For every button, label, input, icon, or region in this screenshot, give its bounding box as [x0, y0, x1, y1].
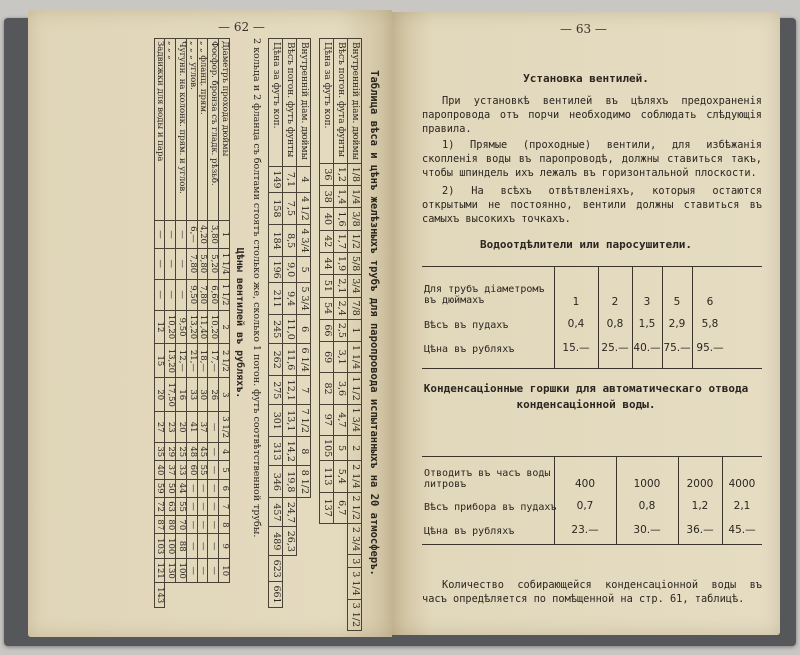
t1-cell: 2,4: [334, 297, 348, 319]
t3-cell: 4,20: [197, 221, 208, 249]
table-row: [165, 39, 176, 608]
left-page: [28, 10, 392, 637]
t3-cell: —: [197, 558, 208, 583]
separators-table-title: Водоотдѣлители или паросушители.: [480, 238, 692, 251]
t3-head-cell: 4: [219, 443, 230, 461]
separator-cell: 40.—: [633, 342, 661, 354]
t3-cell: 12: [154, 310, 165, 344]
t1-cell: 6,7: [334, 492, 348, 523]
t3-cell: 10,20: [165, 310, 176, 344]
t3-cell: 13,20: [186, 310, 197, 344]
t3-cell: —: [197, 497, 208, 515]
t3-cell: 55: [197, 461, 208, 479]
t2-cell: 24,7: [283, 498, 297, 527]
t3-cell: —: [186, 497, 197, 515]
t3-cell: 143: [154, 583, 165, 608]
traps-title-line1: Конденсаціонные горшки для автоматическаго отвода: [423, 382, 749, 395]
table-row: [197, 39, 208, 608]
valve-table-title: Цѣны вентилей въ рубляхъ.: [234, 247, 246, 399]
t3-cell: —: [197, 479, 208, 497]
t3-head-cell: 1: [219, 221, 230, 249]
t3-cell: 6,60: [208, 279, 219, 310]
t3-cell: 17,50: [165, 378, 176, 412]
t1-head-cell: 1 1/4: [348, 341, 362, 372]
table1-title: Таблица вѣса и цѣнъ желѣзныхъ трубъ для паропровода испытанныхъ на 20 атмосферъ.: [368, 70, 380, 576]
table-row: [320, 39, 334, 631]
t3-cell: „ „ „ углов.: [186, 39, 197, 221]
t1-cell: 97: [320, 404, 334, 435]
t2-cell: 457: [269, 498, 283, 527]
t1-head-cell: 2: [348, 436, 362, 461]
t1-cell: 38: [320, 186, 334, 208]
separator-cell: 1: [572, 296, 580, 308]
t3-cell: —: [208, 412, 219, 443]
t3-cell: Фосфор. бронза съ гладк. рѣзьб.: [208, 39, 219, 221]
t2-label-price: Цѣна въ рубляхъ: [424, 526, 515, 537]
t3-head-row: [219, 39, 230, 608]
t3-cell: 6,—: [186, 221, 197, 249]
t3-cell: 30: [197, 378, 208, 412]
condensate-footer-note: Количество собирающейся конденсаціонной воды въ часъ опредѣляется по помѣщенной на стр. 61, таблицѣ.: [422, 579, 762, 605]
t2-head-cell: 8 1/2: [297, 466, 311, 498]
t3-cell: 15: [154, 344, 165, 378]
t3-cell: 37: [165, 461, 176, 479]
t2-cell: 313: [269, 437, 283, 466]
t3-cell: 100: [176, 558, 187, 583]
t1-cell: 82: [320, 373, 334, 404]
t3-cell: 37: [197, 412, 208, 443]
t1-head-cell: 2 3/4: [348, 523, 362, 554]
t3-cell: —: [154, 248, 165, 279]
t1-cell: 66: [320, 319, 334, 341]
t3-head-cell: 10: [219, 558, 230, 583]
table-row: [283, 39, 297, 608]
t1-cell: 1,2: [334, 163, 348, 185]
t3-cell: 5,20: [208, 248, 219, 279]
separator-cell: 0,8: [606, 318, 624, 330]
t3-cell: Чугунн. на колонк. прям. и углов.: [176, 39, 187, 221]
t3-cell: —: [208, 443, 219, 461]
t3-cell: „ „ „: [165, 39, 176, 221]
t1-cell: 44: [320, 252, 334, 274]
t3-cell: —: [186, 534, 197, 559]
flange-note: 2 кольца и 2 фланца съ болтами стоятъ столько же, сколько 1 погон. футъ соотвѣтственной трубы.: [251, 38, 263, 538]
t1-head-cell: 3/4: [348, 275, 362, 297]
separator-cell: 75.—: [663, 342, 691, 354]
t3-cell: —: [208, 479, 219, 497]
t2-cell: 19,8: [283, 466, 297, 498]
t2-cell: 184: [269, 225, 283, 257]
trap-cell: 400: [574, 478, 596, 490]
t3-cell: —: [186, 516, 197, 534]
t3-cell: —: [197, 534, 208, 559]
t3-cell: —: [176, 248, 187, 279]
t3-cell: 70: [176, 516, 187, 534]
t3-cell: 40: [154, 461, 165, 479]
trap-cell: 2000: [686, 478, 714, 490]
t1-cell: 42: [320, 230, 334, 252]
t3-head-cell: 7: [219, 497, 230, 515]
page-number-right: — 63 —: [560, 22, 607, 36]
separator-cell: 2,9: [668, 318, 686, 330]
table-row: [186, 39, 197, 608]
t3-head-cell: 8: [219, 516, 230, 534]
t3-cell: —: [197, 516, 208, 534]
t3-cell: —: [154, 221, 165, 249]
t1-cell: 36: [320, 163, 334, 185]
t3-cell: 80: [165, 516, 176, 534]
t1-cell: 54: [320, 297, 334, 319]
t3-cell: 48: [186, 443, 197, 461]
t1-cell: 137: [320, 492, 334, 523]
t3-cell: 12,—: [176, 344, 187, 378]
t3-cell: 9,50: [176, 310, 187, 344]
t1-cell: Вѣсъ погон. фута фунты: [334, 39, 348, 164]
t2-head-cell: 5 3/4: [297, 283, 311, 315]
t2-head-cell: Внутренній діам. дюймы: [297, 39, 311, 167]
t3-cell: 10,20: [208, 310, 219, 344]
t2-head-cell: 6: [297, 315, 311, 344]
t1-label-price: Цѣна въ рубляхъ: [424, 344, 515, 355]
t1-cell: 40: [320, 208, 334, 230]
t2-cell: 211: [269, 283, 283, 315]
t1-cell: 1,4: [334, 186, 348, 208]
t2-cell: 8,5: [283, 225, 297, 257]
pipe-table-2: [268, 38, 311, 608]
t3-cell: 3,80: [208, 221, 219, 249]
t1-cell: 5,4: [334, 461, 348, 492]
t2-cell: 158: [269, 192, 283, 224]
t2-cell: 623: [269, 556, 283, 582]
t3-cell: 33: [186, 378, 197, 412]
trap-cell: 1000: [633, 478, 661, 490]
t3-head-cell: 1 1/2: [219, 279, 230, 310]
trap-cell: 0,7: [576, 500, 594, 512]
table1-top-rule: [422, 266, 762, 267]
table-row: [154, 39, 165, 608]
traps-title-line2: конденсаціонной воды.: [516, 398, 656, 411]
trap-cell: 1,2: [691, 500, 709, 512]
t1-cell: 1,7: [334, 230, 348, 252]
t2-cell: 196: [269, 257, 283, 283]
t3-cell: 17,—: [208, 344, 219, 378]
rule-1-paragraph: 1) Прямые (проходные) вентили, для избѣжанія скопленія воды въ паропроводѣ, должны ставиться такъ, чтобы шпиндель ихъ лежалъ въ горизонтальной плоскости.: [422, 139, 762, 179]
t3-head-cell: 1 1/4: [219, 248, 230, 279]
t2-cell: Цѣна за футъ коп.: [269, 39, 283, 167]
t3-head-cell: 5: [219, 461, 230, 479]
t2-cell: 12,1: [283, 376, 297, 405]
t2-cell: 661: [269, 582, 283, 608]
trap-cell: 45.—: [728, 524, 756, 536]
t3-cell: 29: [165, 443, 176, 461]
t2-head-cell: 5: [297, 257, 311, 283]
t2-cell: 275: [269, 376, 283, 405]
t2-cell: 9,4: [283, 283, 297, 315]
t2-cell: 26,3: [283, 527, 297, 556]
trap-cell: 23.—: [571, 524, 599, 536]
t3-cell: —: [208, 534, 219, 559]
t2-cell: 14,2: [283, 437, 297, 466]
pipe-table-1: [319, 38, 362, 631]
t1-cell: 4,7: [334, 404, 348, 435]
trap-cell: 4000: [728, 478, 756, 490]
t1-label-diam: Для трубъ діаметромъ въ дюймахъ: [424, 284, 545, 306]
t2-label-liters: Отводитъ въ часъ воды литровъ: [424, 468, 551, 490]
t2-cell: 245: [269, 315, 283, 344]
t3-cell: —: [208, 558, 219, 583]
t1-head-cell: 7/8: [348, 297, 362, 319]
t1-cell: 5: [334, 436, 348, 461]
t3-cell: —: [208, 497, 219, 515]
t1-cell: 3,1: [334, 341, 348, 372]
t2-cell: 9,0: [283, 257, 297, 283]
t2-head-cell: 6 1/4: [297, 344, 311, 376]
t2-cell: 7,5: [283, 192, 297, 224]
t3-cell: —: [208, 461, 219, 479]
t1-cell: 113: [320, 461, 334, 492]
table-row: [176, 39, 187, 608]
t2-head-cell: 4 3/4: [297, 225, 311, 257]
t1-head-cell: 3: [348, 555, 362, 568]
t1-head-cell: 3/8: [348, 208, 362, 230]
t2-cell: 262: [269, 344, 283, 376]
table-row: [334, 39, 348, 631]
t3-cell: —: [208, 516, 219, 534]
t3-cell: 100: [165, 534, 176, 559]
t3-cell: „ „ фланц. прям.: [197, 39, 208, 221]
t1-cell: 1,9: [334, 252, 348, 274]
t1-cell: 2,1: [334, 275, 348, 297]
t3-head-cell: 6: [219, 479, 230, 497]
t2-head-cell: 7: [297, 376, 311, 405]
t3-cell: —: [165, 279, 176, 310]
t2-cell: 11,6: [283, 344, 297, 376]
t3-cell: 18,—: [197, 344, 208, 378]
t1-label-weight: Вѣсъ въ пудахъ: [424, 320, 509, 331]
page-number-left: — 62 —: [218, 20, 265, 34]
t3-cell: 21,—: [186, 344, 197, 378]
t3-cell: 87: [154, 516, 165, 534]
separator-cell: 25.—: [601, 342, 629, 354]
table2-vline: [616, 456, 617, 544]
t1-head-cell: 2 1/4: [348, 461, 362, 492]
separator-cell: 5: [673, 296, 681, 308]
t1-head-cell: 3 1/4: [348, 568, 362, 599]
t3-cell: 45: [197, 443, 208, 461]
separator-cell: 6: [706, 296, 714, 308]
t3-cell: 7,80: [186, 248, 197, 279]
t1-cell: 2,5: [334, 319, 348, 341]
t1-head-cell: 1 1/2: [348, 373, 362, 404]
t3-cell: 7,80: [197, 279, 208, 310]
trap-cell: 30.—: [633, 524, 661, 536]
t1-head-cell: 3 1/2: [348, 599, 362, 630]
t1-head-cell: 1: [348, 319, 362, 341]
t2-head-cell: 4 1/2: [297, 192, 311, 224]
t3-cell: 11,40: [197, 310, 208, 344]
separator-cell: 2: [611, 296, 619, 308]
t3-cell: 72: [154, 497, 165, 515]
t2-cell: 11,0: [283, 315, 297, 344]
t3-cell: 9,50: [186, 279, 197, 310]
t3-cell: 41: [186, 412, 197, 443]
t3-head-cell: 3: [219, 378, 230, 412]
t1-cell: 51: [320, 275, 334, 297]
t2-cell: 346: [269, 466, 283, 498]
table-row: [269, 39, 283, 608]
t3-cell: 59: [154, 479, 165, 497]
t3-cell: —: [176, 279, 187, 310]
t3-cell: 5,80: [197, 248, 208, 279]
separator-cell: 3: [643, 296, 651, 308]
trap-cell: 2,1: [733, 500, 751, 512]
t3-cell: 20: [154, 378, 165, 412]
table2-bottom-rule: [422, 544, 762, 545]
t2-head-cell: 4: [297, 167, 311, 193]
valve-installation-heading: Установка вентилей.: [523, 72, 649, 85]
valve-price-table: [154, 38, 230, 608]
t1-head-cell: 1/2: [348, 230, 362, 252]
right-page: [392, 12, 780, 635]
t3-cell: 16: [176, 378, 187, 412]
t3-cell: 60: [186, 461, 197, 479]
t1-cell: 105: [320, 436, 334, 461]
t3-cell: 25: [176, 443, 187, 461]
t3-cell: 50: [165, 479, 176, 497]
table-row: [208, 39, 219, 608]
t3-cell: —: [154, 279, 165, 310]
t1-head-cell: 5/8: [348, 252, 362, 274]
t3-head-cell: 9: [219, 534, 230, 559]
t1-cell: 1,6: [334, 208, 348, 230]
t3-cell: —: [186, 558, 197, 583]
separator-cell: 0,4: [567, 318, 585, 330]
t3-cell: —: [186, 479, 197, 497]
intro-paragraph: При установкѣ вентилей въ цѣляхъ предохраненія паропровода отъ порчи необходимо соблюдать слѣдующія правила.: [422, 95, 762, 135]
separator-cell: 15.—: [562, 342, 590, 354]
trap-cell: 0,8: [638, 500, 656, 512]
t1-head-cell: 1/8: [348, 163, 362, 185]
rule-2-paragraph: 2) На всѣхъ отвѣтвленіяхъ, которыя остаются открытыми не постоянно, вентили должны ставиться въ самыхъ высокихъ точкахъ.: [422, 185, 762, 225]
t3-cell: 55: [176, 497, 187, 515]
t2-cell: Вѣсъ погон. футъ фунты: [283, 39, 297, 167]
t3-cell: 23: [165, 412, 176, 443]
t3-cell: Задвижки для воды и пара: [154, 39, 165, 221]
t3-cell: 44: [176, 479, 187, 497]
t3-cell: 63: [165, 497, 176, 515]
rotated-tables: [50, 38, 380, 628]
t3-cell: 27: [154, 412, 165, 443]
table1-bottom-rule: [422, 368, 762, 369]
t3-head-cell: 2: [219, 310, 230, 344]
t3-cell: 20: [176, 412, 187, 443]
t3-head-cell: Діаметръ прохода дюймы: [219, 39, 230, 221]
t3-cell: 35: [154, 443, 165, 461]
t2-head-cell: 8: [297, 437, 311, 466]
separator-cell: 5,8: [701, 318, 719, 330]
t2-cell: 7,1: [283, 167, 297, 193]
t3-cell: 130: [165, 558, 176, 583]
t1-head-cell: 1/4: [348, 186, 362, 208]
t1-cell: Цѣна за футъ коп.: [320, 39, 334, 164]
t2-cell: 489: [269, 527, 283, 556]
t3-cell: 121: [154, 558, 165, 583]
t1-cell: 69: [320, 341, 334, 372]
t3-cell: 88: [176, 534, 187, 559]
t2-head-cell: 7 1/2: [297, 405, 311, 437]
t2-head-row: [297, 39, 311, 608]
t1-head-cell: 2 1/2: [348, 492, 362, 523]
t1-head-cell: Внутренній діам. дюймы: [348, 39, 362, 164]
t2-label-weight: Вѣсъ прибора въ пудахъ: [424, 502, 557, 513]
t3-cell: —: [165, 221, 176, 249]
t1-head-row: [348, 39, 362, 631]
t2-cell: 149: [269, 167, 283, 193]
table2-vline: [554, 456, 555, 544]
t2-cell: 13,1: [283, 405, 297, 437]
separator-cell: 95.—: [696, 342, 724, 354]
t1-head-cell: 1 3/4: [348, 404, 362, 435]
t1-cell: 3,6: [334, 373, 348, 404]
trap-cell: 36.—: [686, 524, 714, 536]
t3-cell: —: [165, 248, 176, 279]
t3-head-cell: 2 1/2: [219, 344, 230, 378]
t2-cell: 301: [269, 405, 283, 437]
table2-top-rule: [422, 456, 762, 457]
t3-cell: 33: [176, 461, 187, 479]
t3-cell: 103: [154, 534, 165, 559]
t3-cell: 26: [208, 378, 219, 412]
t3-cell: 13,20: [165, 344, 176, 378]
t3-head-cell: 3 1/2: [219, 412, 230, 443]
t3-cell: —: [176, 221, 187, 249]
separator-cell: 1,5: [638, 318, 656, 330]
